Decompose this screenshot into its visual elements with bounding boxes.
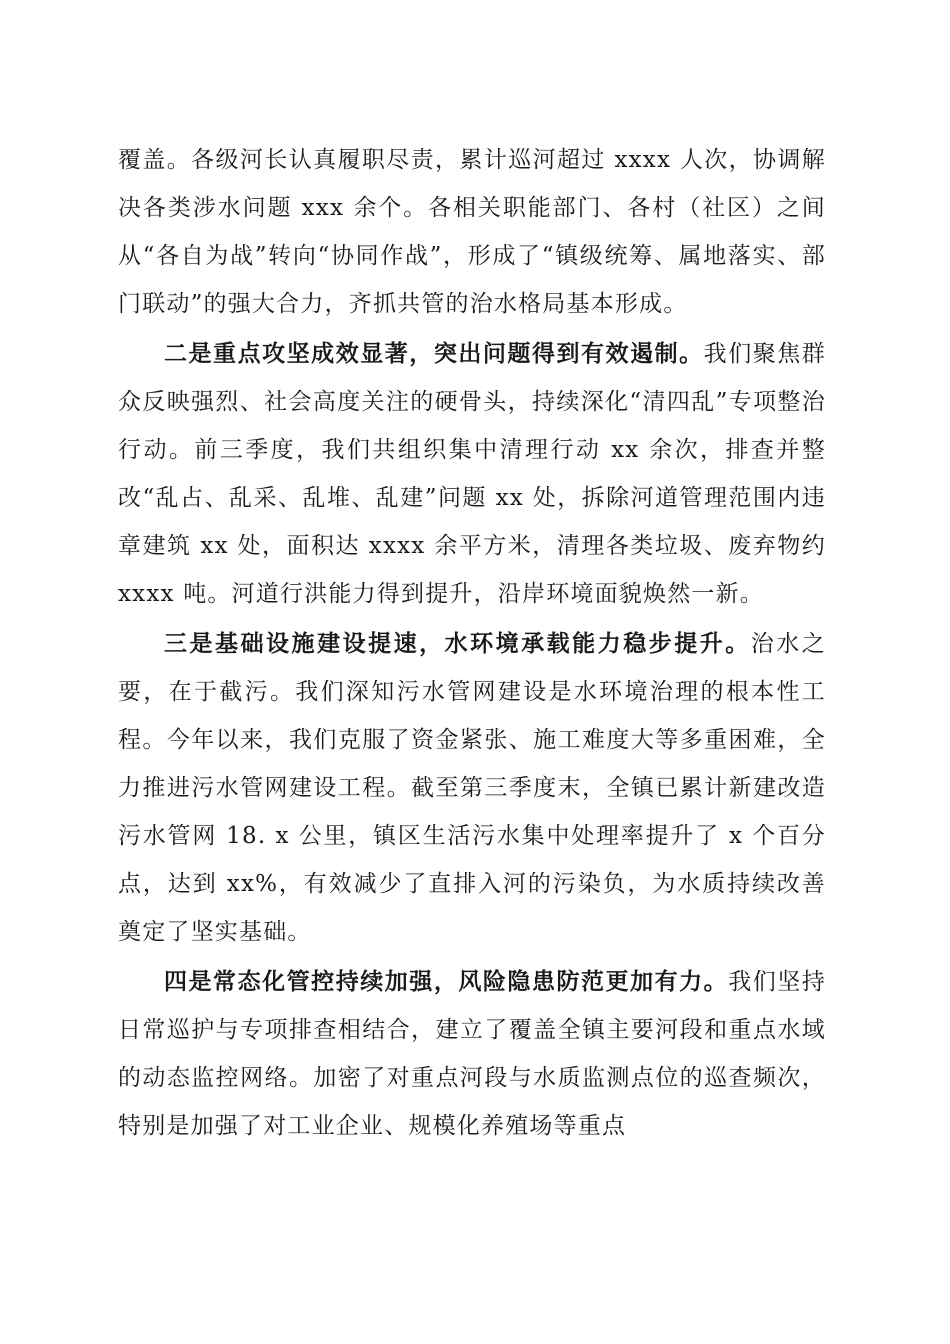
document-body [118,136,826,1152]
paragraph-3-body: 治水之要，在于截污。我们深知污水管网建设是水环境治理的根本性工程。今年以来，我们克服了资金紧张、施工难度大等多重困难，全力推进污水管网建设工程。截至第三季度末，全镇已累计新建改造污水管网 18. x 公里，镇区生活污水集中处理率提升了 x 个百分点，达到 xx%，有效减少了直排入河的污染负，为水质持续改善奠定了坚实基础。 [118,631,826,945]
paragraph-4-lead: 四是常态化管控持续加强，风险隐患防范更加有力。 [164,968,729,995]
paragraph-3 [118,620,826,956]
paragraph-2 [118,330,826,618]
paragraph-2-lead: 二是重点攻坚成效显著，突出问题得到有效遏制。 [164,340,704,367]
paragraph-1 [118,136,826,328]
paragraph-4 [118,958,826,1150]
paragraph-4-body: 我们坚持日常巡护与专项排查相结合，建立了覆盖全镇主要河段和重点水域的动态监控网络。加密了对重点河段与水质监测点位的巡查频次，特别是加强了对工业企业、规模化养殖场等重点 [118,969,826,1139]
paragraph-1-body: 覆盖。各级河长认真履职尽责，累计巡河超过 xxxx 人次，协调解决各类涉水问题 xxx 余个。各相关职能部门、各村（社区）之间从“各自为战”转向“协同作战”，形成了“镇级统筹、属地落实、部门联动”的强大合力，齐抓共管的治水格局基本形成。 [118,147,826,317]
paragraph-2-body: 我们聚焦群众反映强烈、社会高度关注的硬骨头，持续深化“清四乱”专项整治行动。前三季度，我们共组织集中清理行动 xx 余次，排查并整改“乱占、乱采、乱堆、乱建”问题 xx 处，拆除河道管理范围内违章建筑 xx 处，面积达 xxxx 余平方米，清理各类垃圾、废弃物约 xxxx 吨。河道行洪能力得到提升，沿岸环境面貌焕然一新。 [118,341,826,607]
paragraph-3-lead: 三是基础设施建设提速，水环境承载能力稳步提升。 [164,630,751,657]
